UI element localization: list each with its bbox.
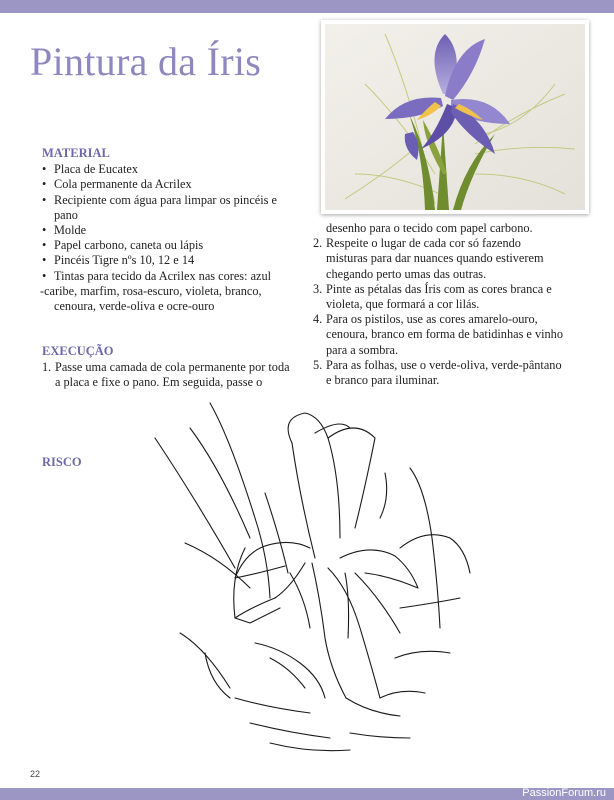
step-text: Respeite o lugar de cada cor só fazendo misturas para dar nuances quando estiverem chegando perto umas das outras.	[326, 236, 544, 281]
material-list	[42, 162, 294, 284]
iris-line-drawing	[150, 398, 490, 763]
step-5	[313, 358, 565, 388]
step-text: Passe uma camada de cola permanente por toda a placa e fixe o pano. Em seguida, passe o	[55, 360, 290, 390]
step-text: Para as folhas, use o verde-oliva, verde-pântano e branco para iluminar.	[326, 357, 562, 388]
bottom-color-band	[0, 788, 614, 800]
step-4	[313, 312, 565, 358]
list-item: • Molde	[42, 223, 294, 238]
list-item: • Cola permanente da Acrilex	[42, 177, 294, 192]
iris-painting-image	[325, 24, 585, 210]
step-number: 5.	[313, 357, 323, 372]
execucao-section	[42, 344, 294, 391]
execucao-continued	[313, 221, 565, 388]
material-list-tail: -caribe, marfim, rosa-escuro, violeta, branco, cenoura, verde-oliva e ocre-ouro	[40, 283, 262, 314]
step-text: Pinte as pétalas das Íris com as cores branca e violeta, que formará a cor lilás.	[326, 281, 552, 312]
list-item: • Papel carbono, caneta ou lápis	[42, 238, 294, 253]
step-2	[313, 236, 565, 282]
execucao-heading: EXECUÇÃO	[42, 344, 114, 358]
material-section	[42, 146, 294, 314]
source-watermark: PassionForum.ru	[522, 787, 606, 799]
list-item: • Tintas para tecido da Acrilex nas cores: azul	[42, 269, 294, 284]
page-number: 22	[30, 769, 41, 779]
top-color-band	[0, 0, 614, 13]
step-number: 1.	[42, 360, 52, 375]
list-item: • Pincéis Tigre nºs 10, 12 e 14	[42, 253, 294, 268]
step-number: 4.	[313, 312, 323, 327]
risco-heading: RISCO	[42, 455, 82, 469]
step-number: 3.	[313, 281, 323, 296]
step-1-continuation: desenho para o tecido com papel carbono.	[326, 221, 533, 235]
list-item: • Placa de Eucatex	[42, 162, 294, 177]
step-text: Para os pistilos, use as cores amarelo-ouro, cenoura, branco em forma de batidinhas e vinho para a sombra.	[326, 312, 563, 357]
material-heading: MATERIAL	[42, 146, 110, 160]
iris-painting-photo	[321, 20, 589, 214]
list-item: • Recipiente com água para limpar os pincéis e pano	[42, 193, 294, 223]
page-title: Pintura da Íris	[30, 39, 262, 84]
step-number: 2.	[313, 236, 323, 251]
step-3	[313, 282, 565, 312]
step-1	[42, 360, 294, 390]
